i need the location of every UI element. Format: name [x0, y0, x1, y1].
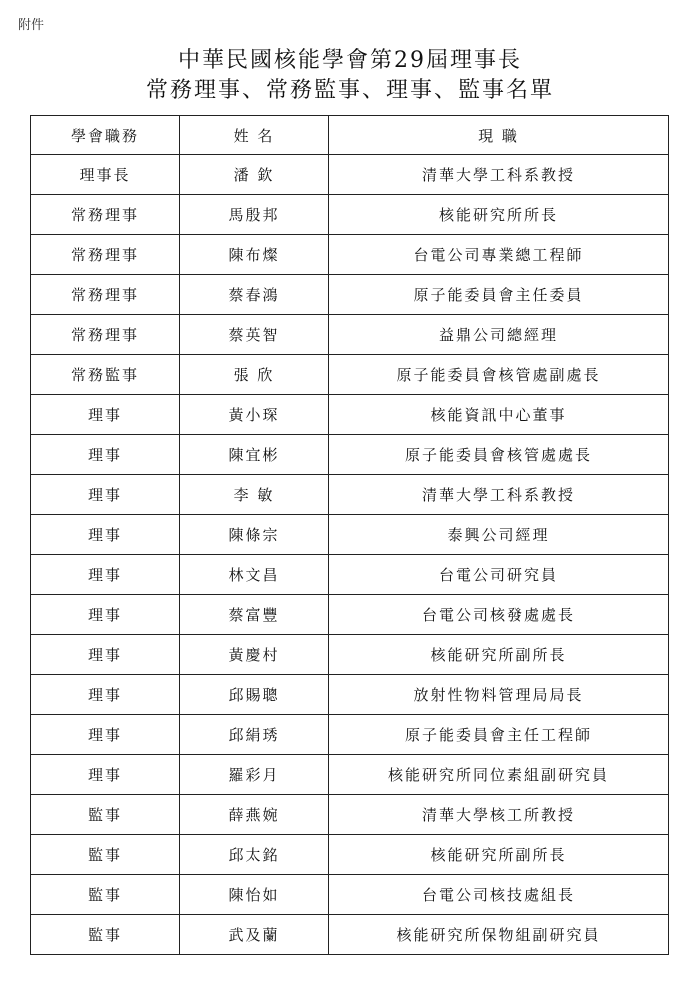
- cell-current-job: 原子能委員會主任委員: [329, 275, 669, 315]
- cell-name: 陳條宗: [180, 515, 329, 555]
- cell-current-job: 核能研究所副所長: [329, 835, 669, 875]
- table-row: [31, 835, 669, 875]
- table-row: [31, 915, 669, 955]
- table-row: [31, 715, 669, 755]
- header-current-job: 現 職: [329, 116, 669, 155]
- cell-position: 常務理事: [31, 235, 180, 275]
- cell-name: 薛燕婉: [180, 795, 329, 835]
- cell-position: 理事: [31, 395, 180, 435]
- cell-name: 黃慶村: [180, 635, 329, 675]
- cell-current-job: 台電公司核技處組長: [329, 875, 669, 915]
- cell-position: 理事: [31, 515, 180, 555]
- document-title: [0, 46, 700, 106]
- member-roster-table: [30, 115, 669, 955]
- table-row: [31, 515, 669, 555]
- cell-name: 陳怡如: [180, 875, 329, 915]
- table-row: [31, 395, 669, 435]
- cell-current-job: 台電公司專業總工程師: [329, 235, 669, 275]
- cell-position: 理事: [31, 635, 180, 675]
- cell-current-job: 原子能委員會核管處副處長: [329, 355, 669, 395]
- cell-current-job: 清華大學工科系教授: [329, 155, 669, 195]
- table-row: [31, 235, 669, 275]
- cell-current-job: 台電公司核發處處長: [329, 595, 669, 635]
- title-line-2: 常務理事、常務監事、理事、監事名單: [145, 78, 554, 103]
- table-row: [31, 475, 669, 515]
- cell-position: 監事: [31, 835, 180, 875]
- cell-current-job: 核能資訊中心董事: [329, 395, 669, 435]
- cell-name: 陳宜彬: [180, 435, 329, 475]
- cell-name: 武及蘭: [180, 915, 329, 955]
- table-row: [31, 675, 669, 715]
- cell-position: 理事: [31, 595, 180, 635]
- cell-current-job: 原子能委員會核管處處長: [329, 435, 669, 475]
- cell-position: 常務理事: [31, 275, 180, 315]
- cell-current-job: 台電公司研究員: [329, 555, 669, 595]
- cell-position: 監事: [31, 875, 180, 915]
- cell-position: 理事: [31, 435, 180, 475]
- cell-position: 理事: [31, 755, 180, 795]
- cell-position: 監事: [31, 795, 180, 835]
- title-line-1: 中華民國核能學會第29屆理事長: [178, 48, 522, 73]
- cell-name: 蔡富豐: [180, 595, 329, 635]
- table-header-row: [31, 116, 669, 155]
- table-row: [31, 435, 669, 475]
- cell-position: 常務理事: [31, 315, 180, 355]
- cell-name: 邱賜聰: [180, 675, 329, 715]
- table-row: [31, 555, 669, 595]
- table-row: [31, 275, 669, 315]
- table-row: [31, 155, 669, 195]
- cell-name: 蔡英智: [180, 315, 329, 355]
- table-row: [31, 195, 669, 235]
- cell-current-job: 清華大學核工所教授: [329, 795, 669, 835]
- table-row: [31, 635, 669, 675]
- cell-name: 蔡春鴻: [180, 275, 329, 315]
- cell-name: 邱絹琇: [180, 715, 329, 755]
- cell-current-job: 核能研究所副所長: [329, 635, 669, 675]
- table-row: [31, 315, 669, 355]
- cell-position: 常務監事: [31, 355, 180, 395]
- table-row: [31, 875, 669, 915]
- cell-name: 黃小琛: [180, 395, 329, 435]
- cell-current-job: 泰興公司經理: [329, 515, 669, 555]
- header-position: 學會職務: [31, 116, 180, 155]
- table-row: [31, 795, 669, 835]
- cell-name: 潘 欽: [180, 155, 329, 195]
- annex-label: 附件: [18, 18, 45, 33]
- cell-position: 理事: [31, 675, 180, 715]
- cell-current-job: 核能研究所所長: [329, 195, 669, 235]
- cell-name: 林文昌: [180, 555, 329, 595]
- cell-current-job: 核能研究所保物組副研究員: [329, 915, 669, 955]
- cell-position: 理事: [31, 475, 180, 515]
- cell-current-job: 放射性物料管理局局長: [329, 675, 669, 715]
- cell-position: 理事: [31, 555, 180, 595]
- cell-name: 馬殷邦: [180, 195, 329, 235]
- cell-current-job: 清華大學工科系教授: [329, 475, 669, 515]
- table-row: [31, 595, 669, 635]
- table-row: [31, 755, 669, 795]
- cell-name: 陳布燦: [180, 235, 329, 275]
- cell-name: 邱太銘: [180, 835, 329, 875]
- header-name: 姓 名: [180, 116, 329, 155]
- cell-name: 張 欣: [180, 355, 329, 395]
- cell-current-job: 益鼎公司總經理: [329, 315, 669, 355]
- cell-name: 李 敏: [180, 475, 329, 515]
- cell-position: 理事: [31, 715, 180, 755]
- cell-current-job: 核能研究所同位素組副研究員: [329, 755, 669, 795]
- cell-position: 監事: [31, 915, 180, 955]
- cell-position: 常務理事: [31, 195, 180, 235]
- table-row: [31, 355, 669, 395]
- cell-name: 羅彩月: [180, 755, 329, 795]
- cell-current-job: 原子能委員會主任工程師: [329, 715, 669, 755]
- cell-position: 理事長: [31, 155, 180, 195]
